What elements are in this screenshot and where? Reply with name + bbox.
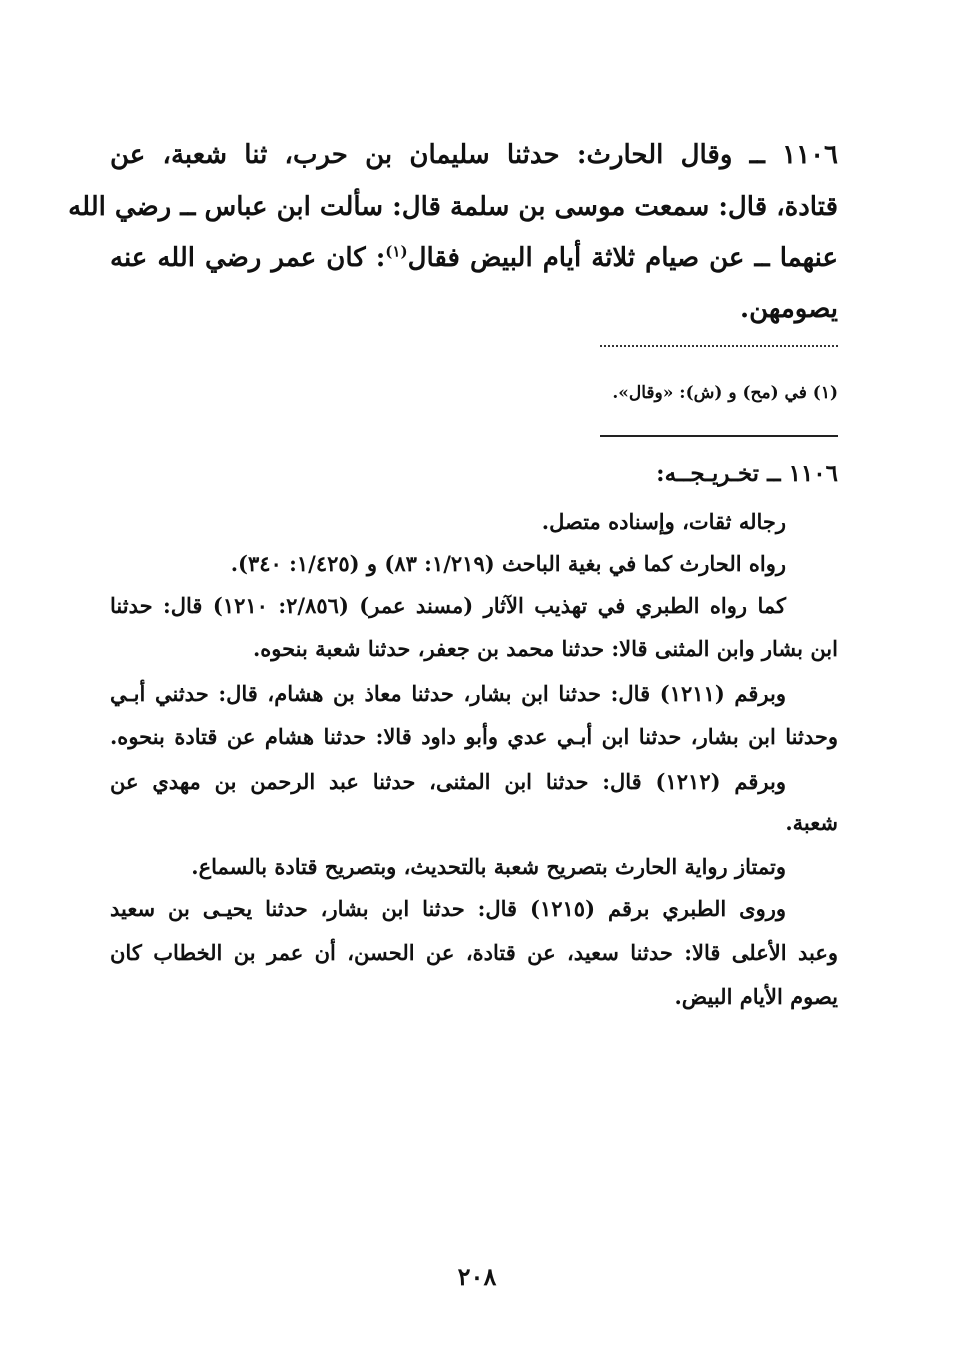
takhrij-line-7: وبرقم (١٢١٢) قال: حدثنا ابن المثنى، حدثنا عبد الرحمن بن مهدي عن xyxy=(110,769,786,794)
takhrij-line-6: وحدثنا ابن بشار، حدثنا ابن أبـي عدي وأبو داود قالا: حدثنا هشام عن قتادة بنحوه. xyxy=(110,724,838,749)
text-column xyxy=(68,0,838,1372)
hadith-line-3-tail: : كان عمر رضي الله عنه xyxy=(110,243,386,273)
takhrij-line-2: رواه الحارث كما في بغية الباحث (١/٢١٩: ٨٣) و (١/٤٢٥: ٣٤٠). xyxy=(230,551,786,576)
hadith-line-3-text: عنهما ــ عن صيام ثلاثة أيام البيض فقال xyxy=(407,243,838,273)
footnote-text: (١) في (مح) و (ش): «وقال». xyxy=(612,383,838,403)
takhrij-line-4: ابن بشار وابن المثنى قالا: حدثنا محمد بن جعفر، حدثنا شعبة بنحوه. xyxy=(252,636,838,661)
takhrij-line-3: كما رواه الطبري في تهذيب الآثار (مسند عمر) (٢/٨٥٦: ١٢١٠) قال: حدثنا xyxy=(110,593,786,618)
takhrij-line-10: وروى الطبري برقم (١٢١٥) قال: حدثنا ابن بشار، حدثنا يحيـى بن سعيد xyxy=(110,896,786,921)
takhrij-heading: ١١٠٦ ــ تخـريـجــه: xyxy=(656,460,838,487)
takhrij-line-12: يصوم الأيام البيض. xyxy=(674,984,838,1009)
takhrij-line-8: شعبة. xyxy=(785,810,838,835)
takhrij-line-5: وبرقم (١٢١١) قال: حدثنا ابن بشار، حدثنا معاذ بن هشام، قال: حدثني أبـي xyxy=(110,681,787,706)
footnote-marker: (١) xyxy=(385,242,408,261)
hadith-line-4: يصومهن. xyxy=(740,294,838,324)
hadith-line-1: ١١٠٦ ــ وقال الحارث: حدثنا سليمان بن حرب، ثنا شعبة، عن xyxy=(110,140,838,170)
page-number: ٢٠٨ xyxy=(457,1262,497,1291)
hadith-line-2: قتادة، قال: سمعت موسى بن سلمة قال: سألت ابن عباس ــ رضي الله xyxy=(68,192,838,222)
hadith-line-3 xyxy=(110,243,838,273)
takhrij-line-1: رجاله ثقات، وإسناده متصل. xyxy=(541,509,786,534)
takhrij-line-9: وتمتاز رواية الحارث بتصريح شعبة بالتحديث، وبتصريح قتادة بالسماع. xyxy=(191,854,786,879)
footnote-separator xyxy=(600,345,838,347)
takhrij-line-11: وعبد الأعلى قالا: حدثنا سعيد، عن قتادة، عن الحسن، أن عمر بن الخطاب كان xyxy=(110,940,838,965)
section-divider xyxy=(600,435,838,437)
